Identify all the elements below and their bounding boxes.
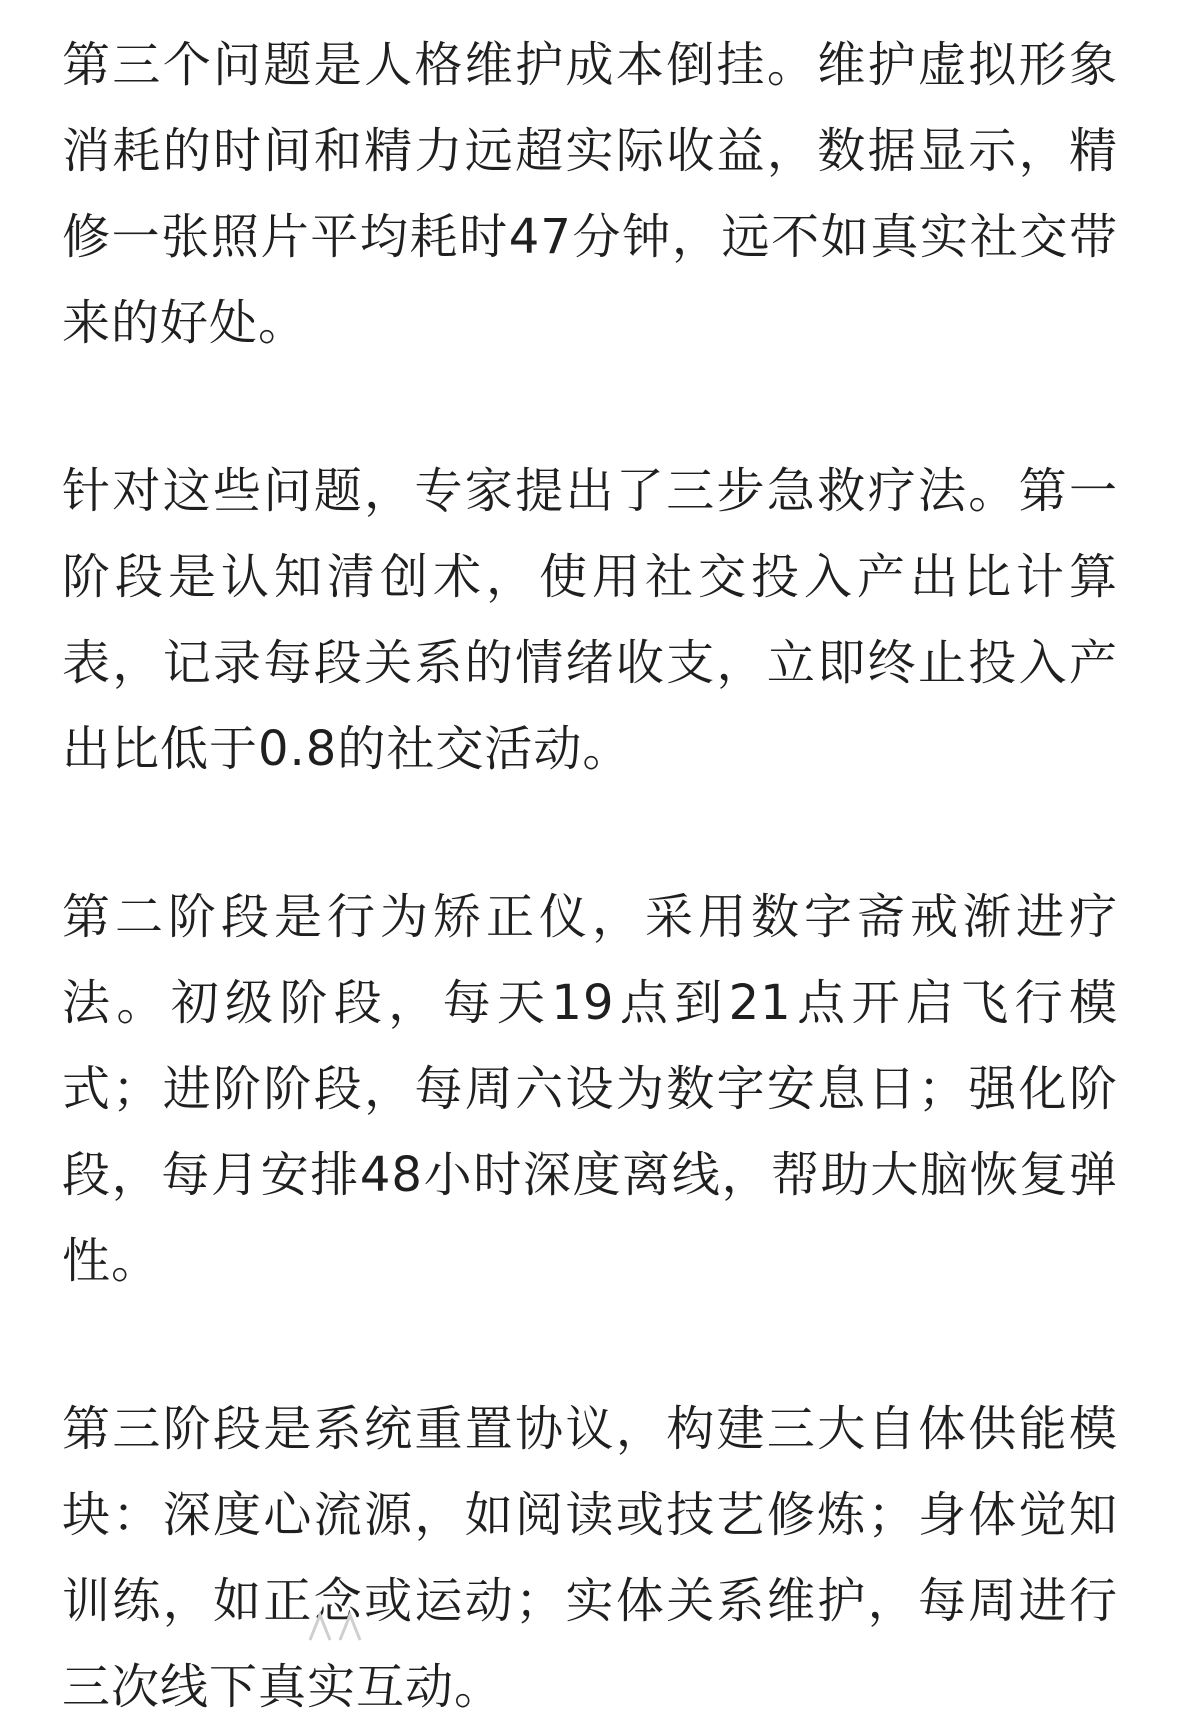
article-body bbox=[62, 22, 1118, 1730]
paragraph-4: 第三阶段是系统重置协议，构建三大自体供能模块：深度心流源，如阅读或技艺修炼；身体觉知训练，如正念或运动；实体关系维护，每周进行三次线下真实互动。 bbox=[62, 1401, 1118, 1715]
paragraph-1: 第三个问题是人格维护成本倒挂。维护虚拟形象消耗的时间和精力远超实际收益，数据显示，精修一张照片平均耗时47分钟，远不如真实社交带来的好处。 bbox=[62, 37, 1118, 351]
paragraph-3: 第二阶段是行为矫正仪，采用数字斋戒渐进疗法。初级阶段，每天19点到21点开启飞行模式；进阶阶段，每周六设为数字安息日；强化阶段，每月安排48小时深度离线，帮助大脑恢复弹性。 bbox=[62, 889, 1118, 1289]
paragraph-2: 针对这些问题，专家提出了三步急救疗法。第一阶段是认知清创术，使用社交投入产出比计算表，记录每段关系的情绪收支，立即终止投入产出比低于0.8的社交活动。 bbox=[62, 463, 1118, 777]
